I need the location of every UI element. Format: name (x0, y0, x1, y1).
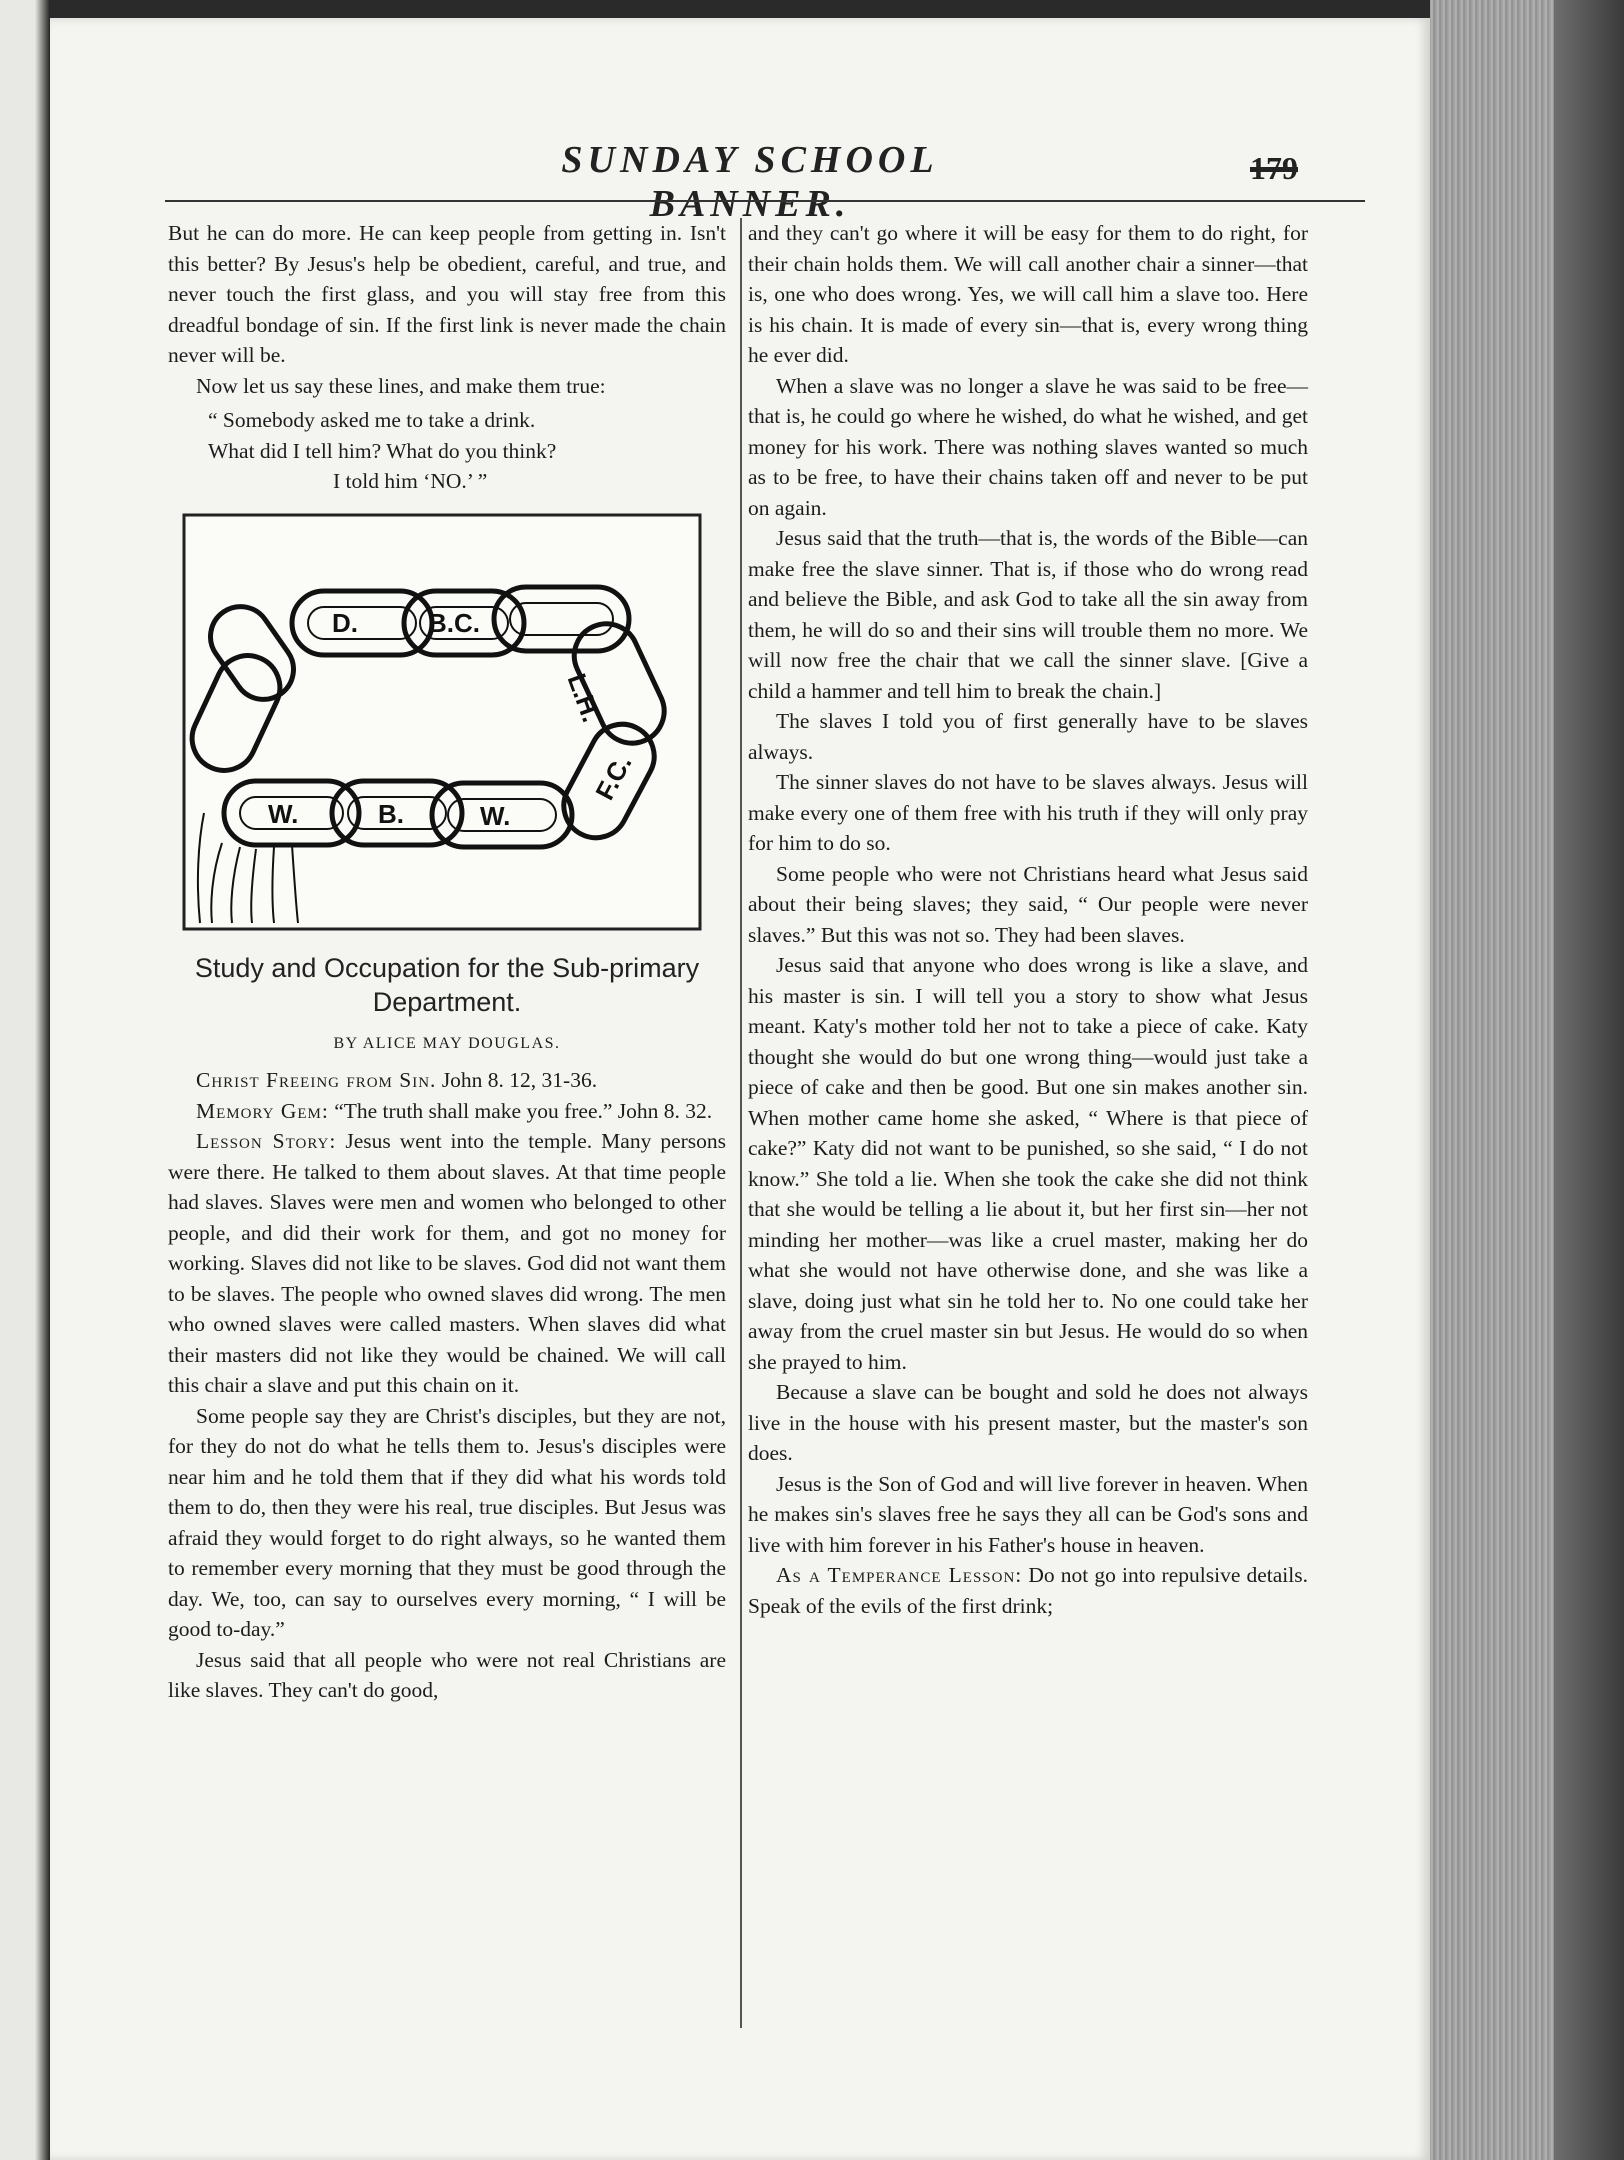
lesson-story-text: Jesus went into the temple. Many persons were there. He talked to them about slaves. At that time people had slaves. Slaves were men and women who belonged to other people, and did their work for them, and got no money for working. Slaves did not like to be slaves. God did not want them to be slaves. The people who owned slaves did wrong. The men who owned slaves were called masters. When slaves did what their masters did not like they would be chained. We will call this chair a slave and put this chain on it. (168, 1129, 727, 1397)
memory-gem-text: “The truth shall make you free.” John 8. 32. (334, 1098, 713, 1123)
verse-line: I told him ‘NO.’ ” (333, 469, 488, 493)
link-label-bc: B.C. (428, 607, 480, 638)
link-label-d: D. (332, 607, 358, 638)
left-column (168, 218, 726, 1706)
temperance-label: As a Temperance Lesson: (776, 1563, 1023, 1587)
paragraph: The slaves I told you of first generally have to be slaves always. (748, 709, 1308, 764)
paragraph: Some people who were not Christians heard what Jesus said about their being slaves; they said, “ Our people were never slaves.” But this was not so. They had been slaves. (748, 861, 1308, 947)
paragraph: The sinner slaves do not have to be slaves always. Jesus will make every one of them free with his truth if they will only pray for him to do so. (748, 770, 1308, 855)
verse (168, 405, 726, 497)
lesson-heading-label: Christ Freeing from Sin. (196, 1068, 437, 1092)
running-title: SUNDAY SCHOOL BANNER. (561, 139, 939, 225)
lesson-heading-ref: John 8. 12, 31-36. (441, 1068, 598, 1092)
paragraph: Some people say they are Christ's disciples, but they are not, for they do not do what he tells them to. Jesus's disciples were near him and he told them that if they did what his words told them to do, then they were his real, true disciples. But Jesus was afraid they would forget to do right always, so he wanted them to remember every morning that they must be good through the day. We, too, can say to ourselves every morning, “ I will be good to-day.” (168, 1403, 726, 1641)
chain-illustration (182, 513, 702, 931)
temperance-text: Do not go into repulsive details. Speak of the evils of the first drink; (748, 1563, 1308, 1618)
paragraph: Now let us say these lines, and make them true: (196, 373, 606, 398)
chain-links-icon (182, 513, 702, 931)
link-label-w1: W. (268, 798, 299, 829)
paragraph: Jesus said that anyone who does wrong is like a slave, and his master is sin. I will tell you a story to show what Jesus meant. Katy's mother told her not to take a piece of cake. Katy thought she would do but one wrong thing—would just take a piece of cake and then be good. But one sin makes another sin. When mother came home she asked, “ Where is that piece of cake?” Katy did not want to be punished, so she said, “ I do not know.” She told a lie. When she took the cake she did not think that she would be telling a lie about it, but her first sin—her not minding her mother—was like a cruel master, making her do what she would not have otherwise done, and she was like a slave, doing just what sin he told her to. No one could take her away from the cruel master sin but Jesus. He would do so when she prayed to him. (748, 953, 1308, 1374)
paragraph: Jesus said that the truth—that is, the words of the Bible—can make free the slave sinner. That is, if those who do wrong read and believe the Bible, and ask God to take all the sin away from them, he will do so and their sins will trouble them no more. We will now free the chair that we call the sinner slave. [Give a child a hammer and tell him to break the chain.] (748, 526, 1308, 703)
paragraph: When a slave was no longer a slave he was said to be free—that is, he could go where he wished, do what he wished, and get money for his work. There was nothing slaves wanted so much as to be free, to have their chains taken off and never to be put on again. (748, 373, 1308, 520)
memory-gem (168, 1096, 726, 1127)
right-column (748, 218, 1308, 1621)
paragraph: and they can't go where it will be easy for them to do right, for their chain holds them. We will call another chair a sinner—that is, one who does wrong. Yes, we will call him a slave too. Here is his chain. It is made of every sin—that is, every wrong thing he ever did. (748, 221, 1308, 367)
book-gutter (0, 0, 50, 2160)
paragraph: Jesus said that all people who were not real Christians are like slaves. They can't do good, (168, 1647, 726, 1702)
link-label-lh: L.H. (561, 668, 607, 726)
lesson-story (168, 1126, 726, 1401)
link-label-w2: W. (480, 800, 511, 831)
section-title: Study and Occupation for the Sub-primary Department. (194, 952, 700, 1017)
page-number: 179 (1250, 150, 1298, 186)
book-page-edges (1430, 0, 1624, 2160)
paragraph: Because a slave can be bought and sold he does not always live in the house with his present master, but the master's son does. (748, 1380, 1308, 1465)
lesson-heading (168, 1065, 726, 1096)
column-divider (740, 218, 742, 2028)
memory-gem-label: Memory Gem: (196, 1098, 329, 1123)
link-label-fc: F.C. (589, 749, 638, 805)
header-rule (165, 200, 1365, 202)
paragraph: Jesus is the Son of God and will live forever in heaven. When he makes sin's slaves free he says they all can be God's sons and live with him forever in his Father's house in heaven. (748, 1471, 1308, 1557)
lesson-story-label: Lesson Story: (196, 1129, 337, 1153)
paragraph: But he can do more. He can keep people from getting in. Isn't this better? By Jesus's help be obedient, careful, and true, and never touch the first glass, and you will stay free from this dreadful bondage of sin. If the first link is never made the chain never will be. (168, 221, 726, 367)
link-label-b: B. (378, 798, 404, 829)
byline: BY ALICE MAY DOUGLAS. (333, 1034, 561, 1052)
verse-line: “ Somebody asked me to take a drink. (208, 408, 536, 432)
verse-line: What did I tell him? What do you think? (208, 438, 557, 463)
temperance-lesson (748, 1560, 1308, 1621)
